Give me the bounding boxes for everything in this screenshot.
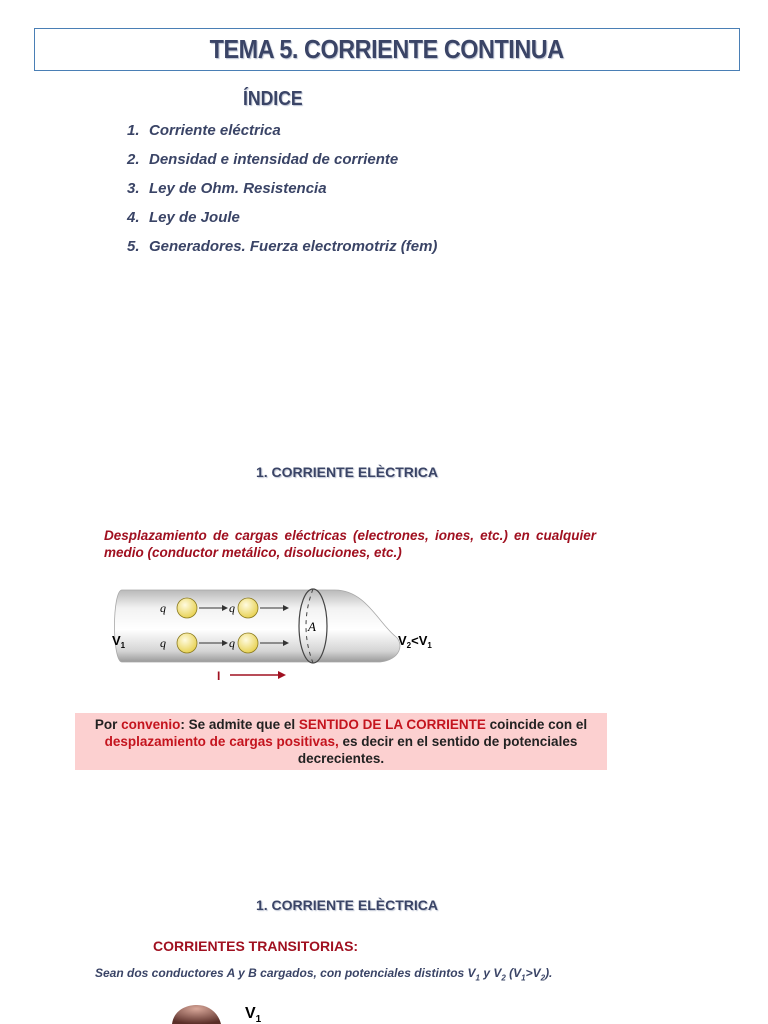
charge-label: q (160, 636, 166, 650)
index-heading: ÍNDICE (243, 88, 303, 110)
conductor-sphere-figure (160, 1000, 280, 1024)
current-arrow (278, 671, 286, 679)
charge-ball (177, 633, 197, 653)
title-box (34, 28, 740, 71)
index-list (127, 120, 437, 265)
charge-label: q (229, 601, 235, 615)
index-item: 2. Densidad e intensidad de corriente (127, 151, 399, 168)
index-item: 3. Ley de Ohm. Resistencia (127, 180, 327, 197)
current-label: I (217, 669, 221, 683)
page-title: TEMA 5. CORRIENTE CONTINUA (209, 34, 565, 64)
transient-currents-heading: CORRIENTES TRANSITORIAS: (153, 938, 359, 954)
charge-ball (238, 598, 258, 618)
charge-ball (177, 598, 197, 618)
v1-label: $V_1$ (112, 633, 126, 650)
charge-label: q (160, 601, 166, 615)
v2-label: $V_2<V_1$ (398, 633, 432, 650)
index-item: 4. Ley de Joule (127, 209, 240, 226)
sphere-v1-label: $V_1$ (245, 1005, 262, 1024)
index-item: 5. Generadores. Fuerza electromotriz (fem) (127, 238, 438, 255)
charge-ball (238, 633, 258, 653)
area-label: A (308, 619, 316, 634)
index-item: 1. Corriente eléctrica (127, 122, 281, 139)
definition-text: Desplazamiento de cargas eléctricas (electrones, iones, etc.) en cualquier medio (conductor metálico, disoluciones, etc.) (104, 528, 596, 560)
conductor-tube (115, 590, 401, 662)
conductor-sphere (172, 1005, 221, 1024)
conductor-diagram (100, 582, 480, 688)
conductors-sentence: Sean dos conductores A y B cargados, con potenciales distintos $V_1$ y $V_2$ $(V_1>V_2)$. (95, 966, 553, 983)
section-title: 1. CORRIENTE ELÈCTRICA (255, 897, 438, 913)
section-title: 1. CORRIENTE ELÈCTRICA (255, 464, 438, 480)
charge-label: q (229, 636, 235, 650)
convention-box: Por convenio: Se admite que el SENTIDO DE LA CORRIENTE coincide con el desplazamiento de cargas positivas, es decir en el sentido de potenciales decrecientes. (75, 713, 607, 770)
